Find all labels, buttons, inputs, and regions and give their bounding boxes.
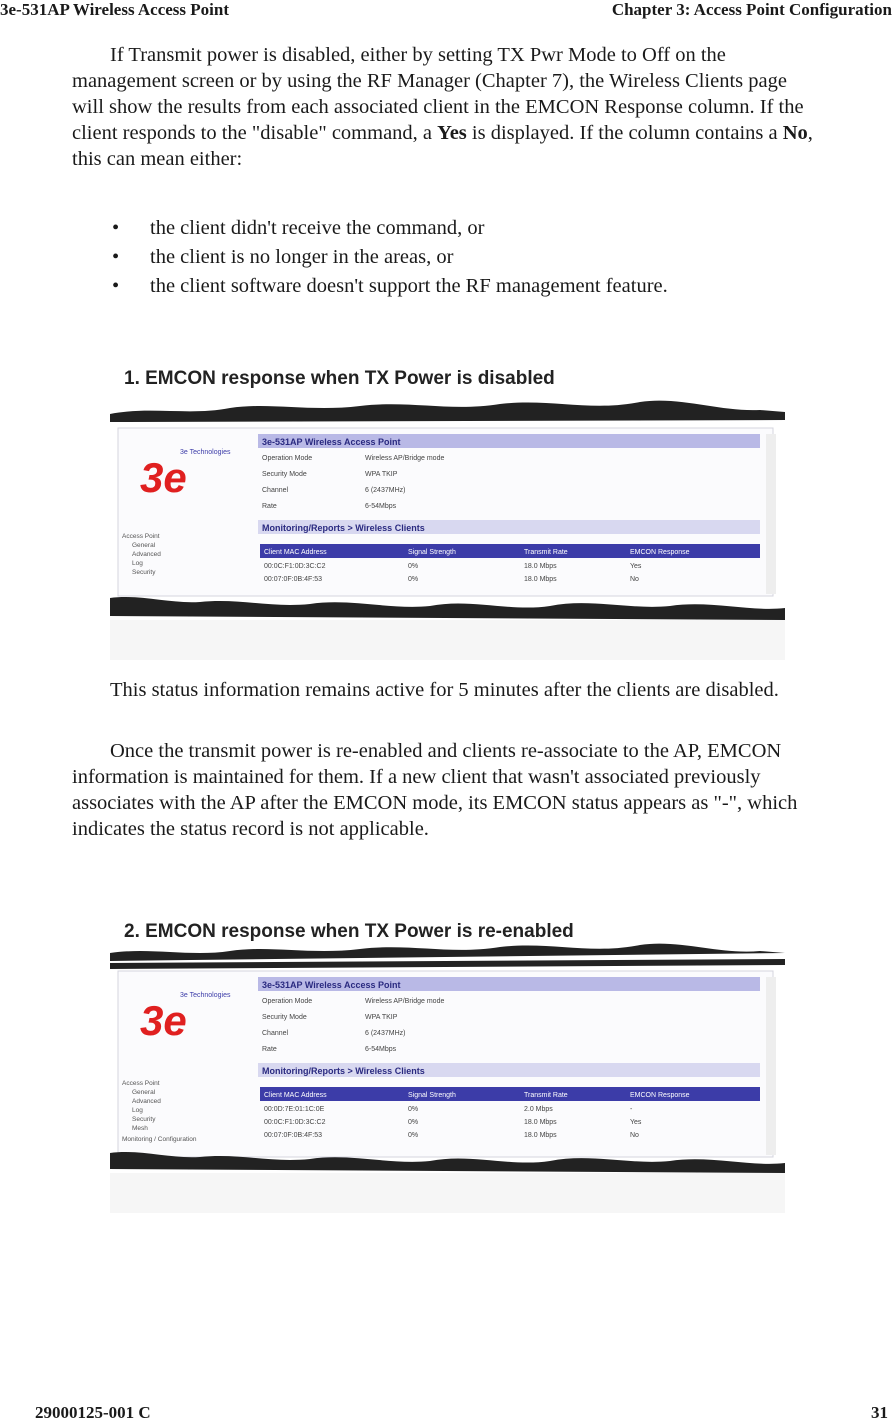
svg-text:Wireless AP/Bridge mode: Wireless AP/Bridge mode <box>365 998 445 1005</box>
list-item: • the client didn't receive the command, or <box>112 214 732 243</box>
no-term: No <box>782 122 808 144</box>
paragraph-re-enable: Once the transmit power is re-enabled and clients re-associate to the AP, EMCON information is maintained for them. If a new client that wasn't associated previously associates with the AP after the EMCON mode, its EMCON status appears as "-", which indicates the status record is not applicable. <box>72 740 798 840</box>
svg-text:Signal Strength: Signal Strength <box>408 549 456 556</box>
svg-text:0%: 0% <box>408 1106 419 1113</box>
svg-text:0%: 0% <box>408 1132 419 1139</box>
svg-text:18.0 Mbps: 18.0 Mbps <box>524 563 557 570</box>
svg-text:Log: Log <box>132 1107 143 1114</box>
figure-1-screenshot <box>110 362 785 660</box>
svg-text:WPA TKIP: WPA TKIP <box>365 471 398 478</box>
svg-text:0%: 0% <box>408 1119 419 1126</box>
yes-term: Yes <box>437 122 467 144</box>
footer-doc-number: 29000125-001 C <box>35 1403 151 1422</box>
svg-text:Channel: Channel <box>262 1030 289 1037</box>
svg-text:Operation Mode: Operation Mode <box>262 998 313 1005</box>
svg-text:Access Point: Access Point <box>122 1080 160 1087</box>
svg-text:Transmit Rate: Transmit Rate <box>524 549 568 556</box>
list-item: • the client is no longer in the areas, or <box>112 243 732 272</box>
reason-list <box>112 214 732 301</box>
svg-text:00:0C:F1:0D:3C:C2: 00:0C:F1:0D:3C:C2 <box>264 1119 326 1126</box>
svg-text:Client MAC Address: Client MAC Address <box>264 1092 327 1099</box>
svg-text:Advanced: Advanced <box>132 1098 161 1105</box>
intro-text-3: , this can mean either: <box>72 122 813 170</box>
paragraph-status-duration: This status information remains active for 5 minutes after the clients are disabled. <box>110 679 779 701</box>
page-number: 31 <box>871 1403 888 1422</box>
running-header-left: 3e-531AP Wireless Access Point <box>0 0 230 19</box>
brand-logo: 3e <box>140 454 187 501</box>
panel-title: 3e-531AP Wireless Access Point <box>262 437 401 447</box>
brand-logo: 3e <box>140 997 187 1044</box>
intro-text-2: is displayed. If the column contains a <box>466 122 783 144</box>
svg-text:General: General <box>132 1089 156 1096</box>
svg-text:00:0C:F1:0D:3C:C2: 00:0C:F1:0D:3C:C2 <box>264 563 326 570</box>
svg-text:Security Mode: Security Mode <box>262 471 307 478</box>
svg-text:6-54Mbps: 6-54Mbps <box>365 503 397 510</box>
svg-text:00:07:0F:0B:4F:53: 00:07:0F:0B:4F:53 <box>264 1132 322 1139</box>
running-header-right: Chapter 3: Access Point Configuration <box>611 0 892 19</box>
svg-text:Mesh: Mesh <box>132 1125 148 1132</box>
svg-text:0%: 0% <box>408 576 419 583</box>
list-item: • the client software doesn't support the RF management feature. <box>112 272 732 301</box>
svg-text:EMCON Response: EMCON Response <box>630 549 690 556</box>
svg-text:Wireless AP/Bridge mode: Wireless AP/Bridge mode <box>365 455 445 462</box>
svg-text:Log: Log <box>132 560 143 567</box>
svg-text:EMCON Response: EMCON Response <box>630 1092 690 1099</box>
svg-text:Security Mode: Security Mode <box>262 1014 307 1021</box>
bullet-glyph: • <box>112 275 120 297</box>
svg-text:3e Technologies: 3e Technologies <box>180 449 231 456</box>
panel-title: 3e-531AP Wireless Access Point <box>262 980 401 990</box>
svg-text:00:0D:7E:01:1C:0E: 00:0D:7E:01:1C:0E <box>264 1106 325 1113</box>
svg-text:18.0 Mbps: 18.0 Mbps <box>524 576 557 583</box>
svg-text:Monitoring / Configuration: Monitoring / Configuration <box>122 1136 197 1143</box>
svg-text:WPA TKIP: WPA TKIP <box>365 1014 398 1021</box>
svg-text:18.0 Mbps: 18.0 Mbps <box>524 1119 557 1126</box>
bullet-glyph: • <box>112 246 120 268</box>
svg-text:Rate: Rate <box>262 1046 277 1053</box>
svg-text:Client MAC Address: Client MAC Address <box>264 549 327 556</box>
svg-text:Security: Security <box>132 569 156 576</box>
svg-text:Operation Mode: Operation Mode <box>262 455 313 462</box>
svg-text:00:07:0F:0B:4F:53: 00:07:0F:0B:4F:53 <box>264 576 322 583</box>
figure-caption: 2. EMCON response when TX Power is re-enabled <box>124 921 574 942</box>
svg-text:6 (2437MHz): 6 (2437MHz) <box>365 487 406 494</box>
svg-text:Rate: Rate <box>262 503 277 510</box>
svg-text:Yes: Yes <box>630 1119 642 1126</box>
svg-text:Access Point: Access Point <box>122 533 160 540</box>
svg-text:0%: 0% <box>408 563 419 570</box>
svg-text:Yes: Yes <box>630 563 642 570</box>
svg-text:Advanced: Advanced <box>132 551 161 558</box>
svg-text:2.0 Mbps: 2.0 Mbps <box>524 1106 553 1113</box>
intro-paragraph <box>72 42 814 172</box>
svg-text:Channel: Channel <box>262 487 289 494</box>
svg-text:General: General <box>132 542 156 549</box>
figure-caption: 1. EMCON response when TX Power is disabled <box>124 368 555 389</box>
svg-text:Signal Strength: Signal Strength <box>408 1092 456 1099</box>
section-title: Monitoring/Reports > Wireless Clients <box>262 1066 425 1076</box>
svg-text:3e Technologies: 3e Technologies <box>180 992 231 999</box>
bullet-glyph: • <box>112 217 120 239</box>
svg-text:18.0 Mbps: 18.0 Mbps <box>524 1132 557 1139</box>
svg-text:Security: Security <box>132 1116 156 1123</box>
svg-text:6 (2437MHz): 6 (2437MHz) <box>365 1030 406 1037</box>
svg-text:Transmit Rate: Transmit Rate <box>524 1092 568 1099</box>
svg-text:No: No <box>630 576 639 583</box>
intro-text-1: If Transmit power is disabled, either by setting TX Pwr Mode to Off on the management screen or by using the RF Manager (Chapter 7), the Wireless Clients page will show the results from each associated client in the EMCON Response column. If the client responds to the "disable" command, a <box>72 44 804 144</box>
svg-text:6-54Mbps: 6-54Mbps <box>365 1046 397 1053</box>
svg-text:-: - <box>630 1106 633 1113</box>
section-title: Monitoring/Reports > Wireless Clients <box>262 523 425 533</box>
svg-text:No: No <box>630 1132 639 1139</box>
figure-2-screenshot <box>110 915 785 1213</box>
